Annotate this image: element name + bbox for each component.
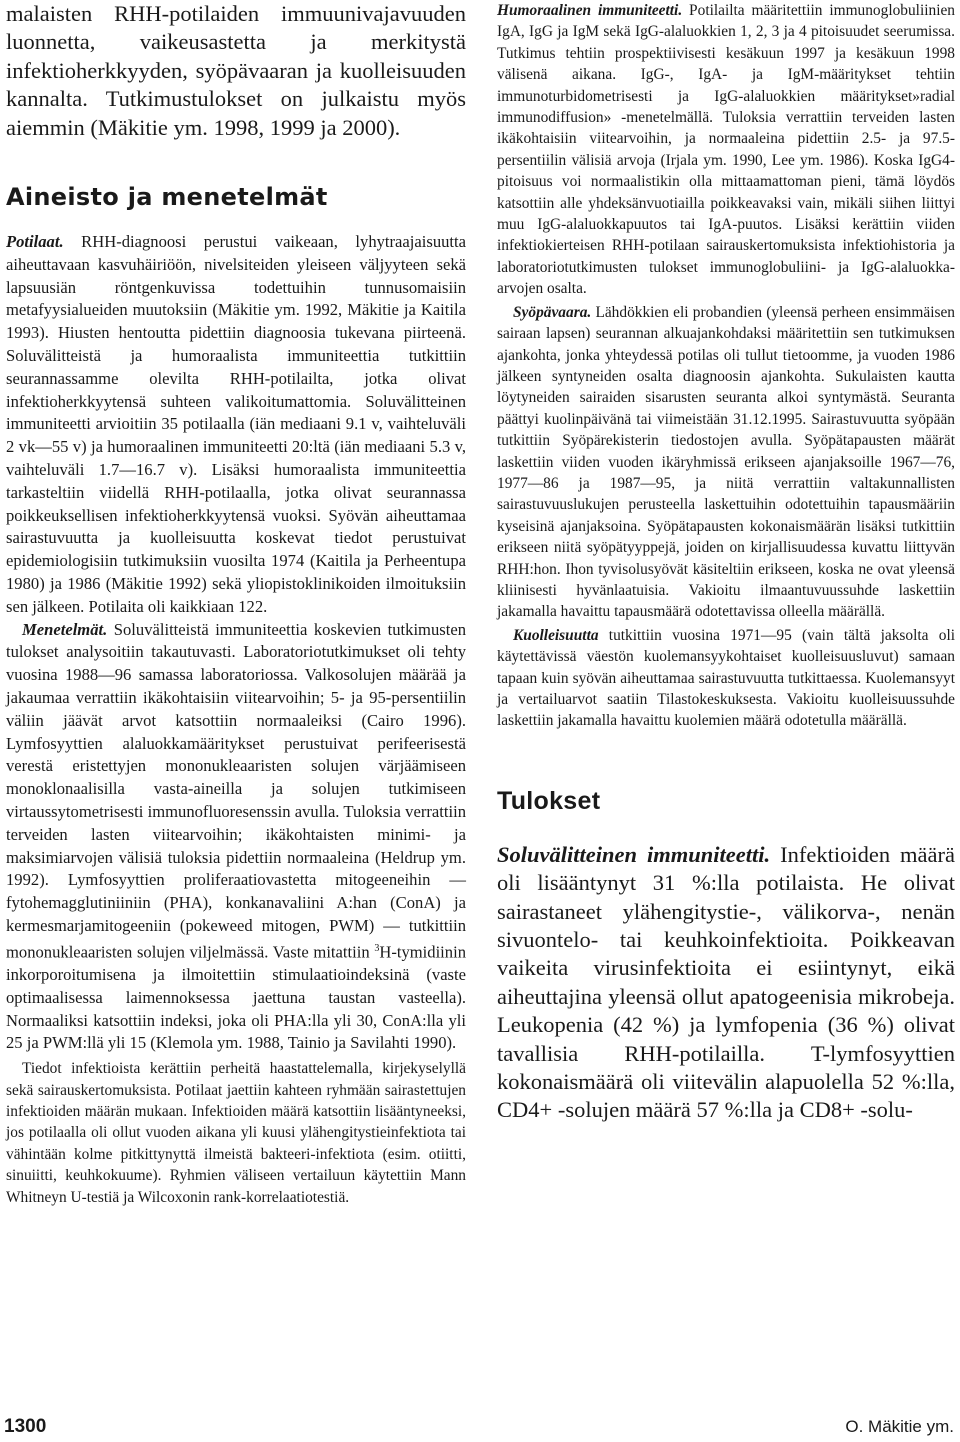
section-heading-results: Tulokset bbox=[497, 786, 601, 815]
runin-cancer-risk: Syöpävaara. bbox=[513, 303, 592, 321]
runin-patients: Potilaat. bbox=[6, 232, 64, 252]
running-author: O. Mäkitie ym. bbox=[845, 1417, 954, 1436]
paragraph-cellular-immunity bbox=[497, 841, 955, 1125]
runin-methods: Menetelmät. bbox=[22, 619, 108, 639]
paragraph-mortality-text: tutkittiin vuosina 1971—95 (vain tältä jaksolta oli käytettävissä väestön kuolemansyykohtaiset kuolleisuusluvut) samaan tapaan kuin syövän aiheuttamaa sairastuvuutta tutkittaessa. Kuolemansyyt ja vertailuarvot saatiin Tilastokeskuksesta. Vakioitu kuolleisuussuhde laskettiin jakamalla havaittu kuolemien määrä odotetulla määrällä. bbox=[497, 626, 955, 730]
superscript-3: 3 bbox=[374, 942, 380, 954]
right-column bbox=[497, 0, 955, 1125]
paragraph-patients-text: RHH-diagnoosi perustui vaikeaan, lyhytraajaisuutta aiheuttavaan kasvuhäiriöön, nivelsiteiden yleiseen väljyyteen sekä lapsuusiän röntgenkuvissa todettuihin tunnusomaisiin metafyysialueiden muutoksiin (Mäkitie ym. 1992, Mäkitie ja Kaitila 1993). Hiusten hentoutta pidettiin diagnoosia tukevana piirteenä. Soluvälitteistä ja humoraalista immuniteettia tutkittiin seurannassamme olevilta RHH-potilailta, jotka olivat infektioherkkyytensä suhteen valikoitumattomia. Soluvälitteinen immuniteetti arvioitiin 35 potilaalla (iän mediaani 9.1 v, vaihteluväli 2 vk—55 v) ja humoraalinen immuniteetti 20:ltä (iän mediaani 5.3 v, vaihteluväli 1.7—16.7 v). Lisäksi humoraalista immuniteettia tarkasteltiin viidellä RHH-potilaalla, jotka olivat seurannassa poikkeuksellisen infektioherkkyytensä vuoksi. Syövän aiheuttamaa sairastuvuutta ja kuolleisuutta koskevat tiedot perustuivat epidemiologisiin tutkimuksiin vuosilta 1974 (Kaitila ja Perheentupa 1980) ja 1986 (Mäkitie 1992) sekä yliopistoklinikoiden ilmoituksiin sen jälkeen. Potilaita oli kaikkiaan 122. bbox=[6, 232, 466, 616]
page-number: 1300 bbox=[4, 1416, 47, 1437]
runin-humoral: Humoraalinen immuniteetti. bbox=[497, 2, 683, 19]
paragraph-cancer-risk-text: Lähdökkien eli probandien (yleensä perheen ensimmäisen sairaan lapsen) seurannan alkuajankohdaksi määritettiin sen tutkimuksen ajankohta, jonka yhteydessä potilas oli tullut tietoomme, ja vuoden 1986 jälkeen syntyneiden osalta diagnoosin ajankohta. Sukulaisten kautta löytyneiden sairaiden sisarusten seuranta alkoi syntymästä. Seuranta päättyi kuolinpäivänä tai viimeistään 31.12.1995. Sairastuvuutta syöpään tutkittiin Syöpärekisterin tiedostojen avulla. Syöpätapausten määrät laskettiin viiden vuoden ikäryhmissä erikseen ajanjaksoille 1967—76, 1977—86 ja 1987—95, ja niitä verrattiin valtakunnallisten sairastuvuuslukujen perusteella laskettuihin odotettuihin tapausmääriin kyseisinä ajanjaksoina. Syöpätapausten kokonaismäärän lisäksi tutkittiin erikseen niitä syöpätyyppejä, joiden on kirjallisuudessa kuvattu liittyvän RHH:hon. Ihon tyvisolusyövät käsiteltiin erikseen, koska ne ovat yleensä kliinisesti hyvänlaatuisia. Vakioitu ilmaantuvuussuhde laskettiin jakamalla havaittu tapausmäärä odotettavissa olleella määrällä. bbox=[497, 303, 955, 621]
paragraph-cancer-risk bbox=[497, 302, 955, 623]
intro-paragraph: malaisten RHH-potilaiden immuunivajavuuden luonnetta, vaikeusastetta ja merkitystä infektioherkkyyden, syöpävaaran ja kuolleisuuden kannalta. Tutkimustulokset on julkaistu myös aiemmin (Mäkitie ym. 1998, 1999 ja 2000). bbox=[6, 1, 466, 140]
runin-mortality: Kuolleisuutta bbox=[513, 626, 599, 644]
paragraph-methods-text-a: Soluvälitteistä immuniteettia koskevien tutkimusten tulokset analysoitiin takautuvasti. Laboratoriotutkimukset oli tehty vuosina 1988—96 samassa laboratoriossa. Valkosolujen määrää ja jakaumaa verrattiin ikäkohtaisiin viitearvoihin; 5- ja 95-persentiilin väliin jäävät arvot katsottiin normaaleiksi (Cairo 1996). Lymfosyyttien alaluokkamääritykset perustuivat perifeerisestä verestä eristettyjen mononukleaaristen solujen värjäämiseen monoklonaalisilla vasta-aineilla ja solujen tutkimiseen virtaussytometrisesti immunofluoresenssin avulla. Tuloksia verrattiin terveiden lasten viitearvoihin; ikäkohtaisten minimi- ja maksimiarvojen välisiä tuloksia pidettiin normaaleina (Heldrup ym. 1992). Lymfosyyttien proliferaatiovastetta mitogeeneihin — fytohemagglutiniiniin (PHA), konkanavaliini A:han (ConA) ja kermesmarjamitogeeniin (pokeweed mitogen, PWM) — tutkittiin mononukleaaristen solujen viljelmässä. Vaste mitattiin bbox=[6, 619, 466, 962]
left-column bbox=[6, 0, 466, 1208]
paragraph-cellular-immunity-text: Infektioiden määrä oli lisääntynyt 31 %:lla potilaista. He olivat sairastaneet ylähengitystie-, välikorva-, nenän sivuontelo- tai keuhkoinfektioita. Poikkeavan vaikeita virusinfektioita ei esiintynyt, eikä aiheuttajina yleensä ollut apatogeenisia mikrobeja. Leukopenia (42 %) ja lymfopenia (36 %) olivat tavallisia RHH-potilailla. T-lymfosyyttien kokonaismäärä oli viitevälin alapuolella 52 %:lla, CD4+ -solujen määrä 57 %:lla ja CD8+ -solu- bbox=[497, 841, 956, 1123]
paragraph-mortality bbox=[497, 625, 955, 732]
paragraph-humoral-text: Potilailta määritettiin immunoglobuliinien IgA, IgG ja IgM sekä IgG-alaluokkien 1, 2, 3 ja 4 pitoisuudet seerumissa. Tutkimus tehtiin prospektiivisesti kesäkuun 1997 ja kesäkuun 1998 välisenä aikana. IgG-, IgA- ja IgM-määritykset tehtiin immunoturbidometrisesti ja IgG-alaluokkien määritykset»radial immunodiffusion» -menetelmällä. Tuloksia verrattiin terveiden lasten ikäkohtaisiin viitearvoihin, ja normaaleina pidettiin 2.5- ja 97.5-persentiilin välisiä arvoja (Irjala ym. 1990, Lee ym. 1986). Koska IgG4-pitoisuus voi normaalistikin olla mittaamattoman pieni, tämä löydös katsottiin alle yhdeksänvuotiailla poikkeavaksi vain, mikäli siihen liittyi muu IgG-alaluokkapuutos tai IgA-puutos. Lisäksi kerättiin viiden infektiokierteisen RHH-potilaan sairauskertomuksista infektiohistoria ja laboratoriotutkimusten tulokset immunoglobuliini- ja IgG-alaluokka-arvojen osalta. bbox=[497, 2, 956, 298]
runin-cellular-immunity: Soluvälitteinen immuniteetti. bbox=[497, 841, 771, 867]
paragraph-methods bbox=[6, 619, 466, 1056]
paragraph-methods-text-b: H-tymidiinin inkorporoitumisena ja ilmoitettiin stimulaatioindeksinä (vaste optimaalisessa laimennoksessa jaettuna taustan vasteella). Normaaliksi katsottiin indeksi, joka oli PHA:lla yli 30, ConA:lla yli 25 ja PWM:llä yli 15 (Klemola ym. 1988, Tainio ja Savilahti 1990). bbox=[6, 942, 466, 1053]
page-footer bbox=[0, 1416, 960, 1440]
paragraph-patients bbox=[6, 231, 466, 619]
section-heading-methods: Aineisto ja menetelmät bbox=[6, 183, 328, 212]
paragraph-humoral bbox=[497, 0, 955, 300]
paragraph-infections: Tiedot infektioista kerättiin perheitä haastattelemalla, kirjekyselyllä sekä sairauskertomuksista. Potilaat jaettiin kahteen ryhmään sairastettujen infektioiden määrän mukaan. Infektioiden määrä katsottiin lisääntyneeksi, jos potilaalla oli ollut vuoden aikana yli kuusi ylähengitystieinfektiota tai vähintään kolme pitkittynyttä ilmeistä bakteeri-infektiota (esim. otiitti, sinuiitti, keuhkokuume). Ryhmien väliseen vertailuun käytettiin Mann Whitneyn U-testiä ja Wilcoxonin rank-korrelaatiotestiä. bbox=[6, 1060, 466, 1206]
